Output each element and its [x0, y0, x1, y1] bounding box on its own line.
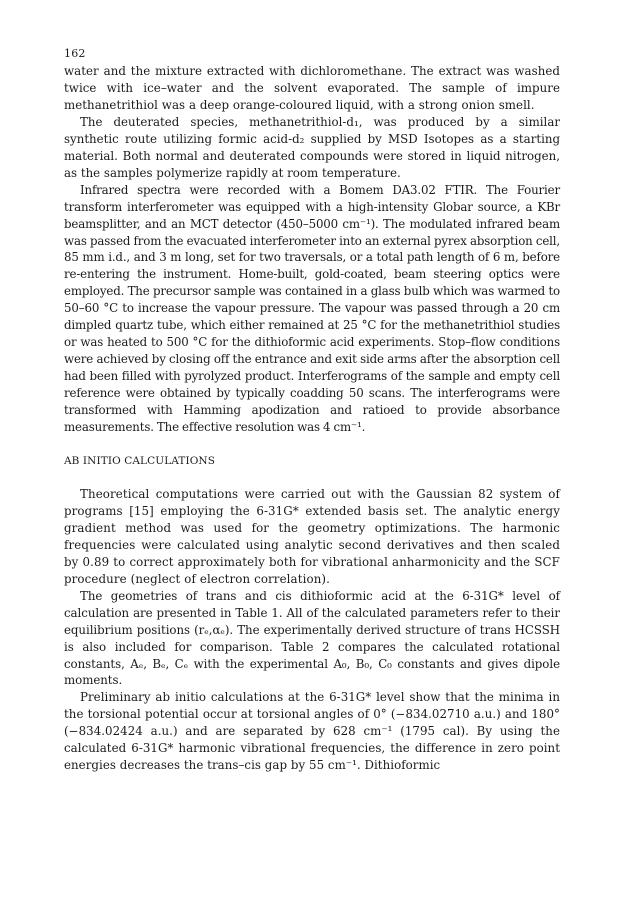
page-number: 162: [64, 47, 86, 60]
body-text: [64, 63, 560, 774]
paragraph-deuterated-species: The deuterated species, methanetrithiol-d₁, was produced by a similar synthetic route utilizing formic acid-d₂ supplied by MSD Isotopes as a starting material. Both normal and deuterated compounds were stored in liquid nitrogen, as the samples polymerize rapidly at room temperature.: [64, 114, 560, 180]
paragraph-synthesis-continued: water and the mixture extracted with dichloromethane. The extract was washed twice with ice–water and the solvent evaporated. The sample of impure methanetrithiol was a deep orange-coloured liquid, with a strong onion smell.: [64, 64, 560, 112]
paragraph-theoretical-computations: Theoretical computations were carried out with the Gaussian 82 system of programs [15] employing the 6-31G* extended basis set. The analytic energy gradient method was used for the geometry optimizations. The harmonic frequencies were calculated using analytic second derivatives and then scaled by 0.89 to correct approximately both for vibrational anharmonicity and the SCF procedure (neglect of electron correlation).: [64, 486, 560, 586]
paragraph-preliminary-calculations: Preliminary ab initio calculations at the 6-31G* level show that the minima in the torsional potential occur at torsional angles of 0° (−834.02710 a.u.) and 180° (−834.02424 a.u.) and are separated by 628 cm⁻¹ (1795 cal). By using the calculated 6-31G* harmonic vibrational frequencies, the difference in zero point energies decreases the trans–cis gap by 55 cm⁻¹. Dithioformic: [64, 690, 560, 773]
section-heading: AB INITIO CALCULATIONS: [64, 454, 216, 467]
paragraph-geometries: The geometries of trans and cis dithioformic acid at the 6-31G* level of calculation are presented in Table 1. All of the calculated parameters refer to their equilibrium positions (rₑ,αₑ). The experimentally derived structure of trans HCSSH is also included for comparison. Table 2 compares the calculated rotational constants, Aₑ, Bₑ, Cₑ with the experimental A₀, B₀, C₀ constants and gives dipole moments.: [64, 588, 560, 688]
paragraph-infrared-spectra: Infrared spectra were recorded with a Bomem DA3.02 FTIR. The Fourier transform interferometer was equipped with a high-intensity Globar source, a KBr beamsplitter, and an MCT detector (450–5000 cm⁻¹). The modulated infrared beam was passed from the evacuated interferometer into an external pyrex absorption cell, 85 mm i.d., and 3 m long, set for two traversals, or a total path length of 6 m, before re-entering the instrument. Home-built, gold-coated, beam steering optics were employed. The precursor sample was contained in a glass bulb which was warmed to 50–60 °C to increase the vapour pressure. The vapour was passed through a 20 cm dimpled quartz tube, which either remained at 25 °C for the methanetrithiol studies or was heated to 500 °C for the dithioformic acid experiments. Stop–flow conditions were achieved by closing off the entrance and exit side arms after the absorption cell had been filled with pyrolyzed product. Interferograms of the sample and empty cell reference were obtained by typically coadding 50 scans. The interferograms were transformed with Hamming apodization and ratioed to provide absorbance measurements. The effective resolution was 4 cm⁻¹.: [64, 182, 560, 435]
